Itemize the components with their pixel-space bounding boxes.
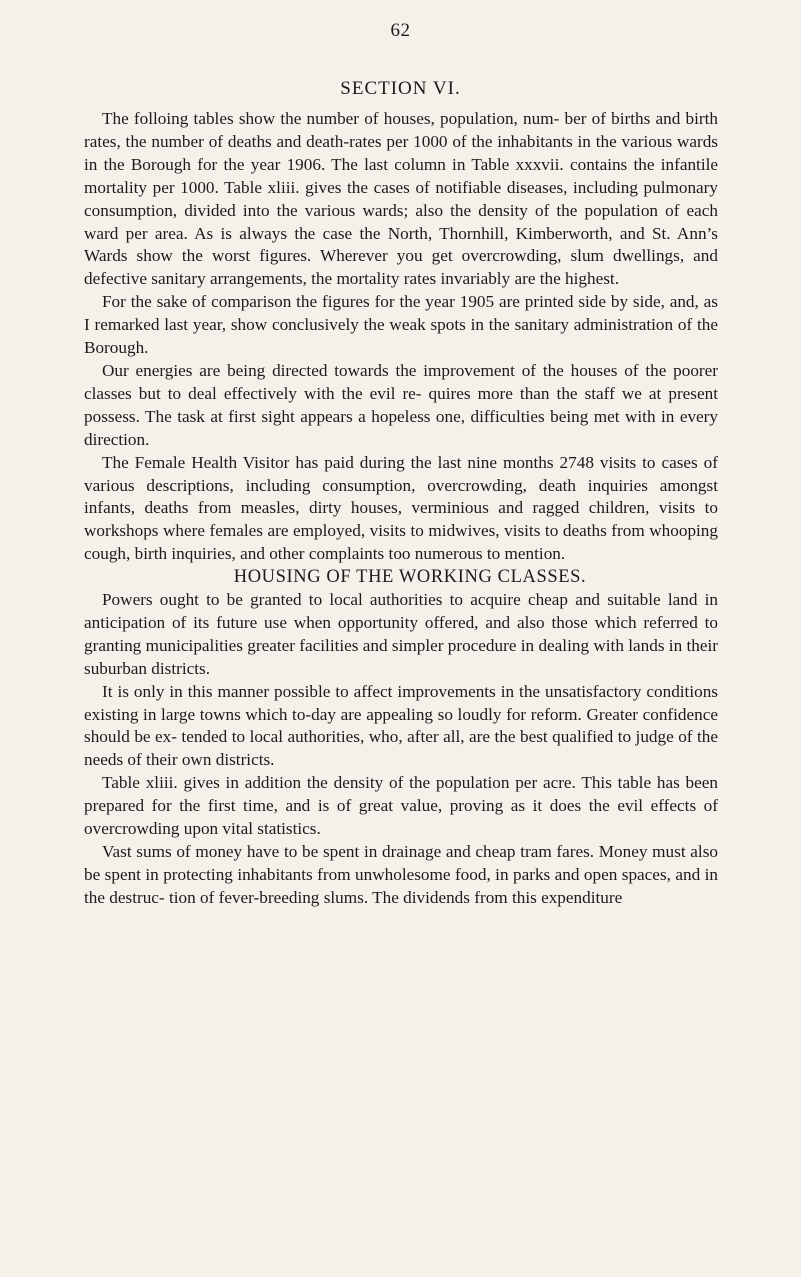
paragraph: The folloing tables show the number of houses, population, num- ber of births and birth rates, the number of deaths and death-rates per 1000 of the inhabitants in the various wards in the Borough for the year 1906. The last column in Table xxxvii. contains the infantile mortality per 1000. Table xliii. gives the cases of notifiable diseases, including pulmonary consumption, divided into the various wards; also the density of the population of each ward per area. As is always the case the North, Thornhill, Kimberworth, and St. Ann’s Wards show the worst figures. Wherever you get overcrowding, slum dwellings, and defective sanitary arrangements, the mortality rates invariably are the highest. <box>84 109 718 289</box>
body-text <box>84 108 718 910</box>
paragraph: For the sake of comparison the figures for the year 1905 are printed side by side, and, as I remarked last year, show conclusively the weak spots in the sanitary administration of the Borough. <box>84 292 718 358</box>
paragraph: The Female Health Visitor has paid during the last nine months 2748 visits to cases of various descriptions, including consumption, overcrowding, death inquiries amongst infants, deaths from measles, dirty houses, verminious and ragged children, visits to workshops where females are employed, visits to midwives, visits to deaths from whooping cough, birth inquiries, and other complaints too numerous to mention. <box>84 452 718 564</box>
housing-heading: HOUSING OF THE WORKING CLASSES. <box>233 567 587 588</box>
page-number: 62 <box>390 20 411 41</box>
paragraph: Vast sums of money have to be spent in drainage and cheap tram fares. Money must also be spent in protecting inhabitants from unwholesome food, in parks and open spaces, and in the destruc- tion of fever-breeding slums. The dividends from this expenditure <box>84 842 718 907</box>
paragraph: It is only in this manner possible to affect improvements in the unsatisfactory conditions existing in large towns which to-day are appealing so loudly for reform. Greater confidence should be ex- tended to local authorities, who, after all, are the best qualified to judge of the needs of their own districts. <box>84 681 718 770</box>
paragraph: Our energies are being directed towards the improvement of the houses of the poorer classes but to deal effectively with the evil re- quires more than the staff we at present possess. The task at first sight appears a hopeless one, difficulties being met with in every direction. <box>84 360 718 449</box>
paragraph: Table xliii. gives in addition the density of the population per acre. This table has been prepared for the first time, and is of great value, proving as it does the evil effects of overcrowding upon vital statistics. <box>84 773 718 839</box>
section-title: SECTION VI. <box>340 78 461 99</box>
paragraph: Powers ought to be granted to local authorities to acquire cheap and suitable land in anticipation of its future use when opportunity offered, and also those which referred to granting municipalities greater facilities and simpler procedure in dealing with lands in their suburban districts. <box>84 590 718 678</box>
